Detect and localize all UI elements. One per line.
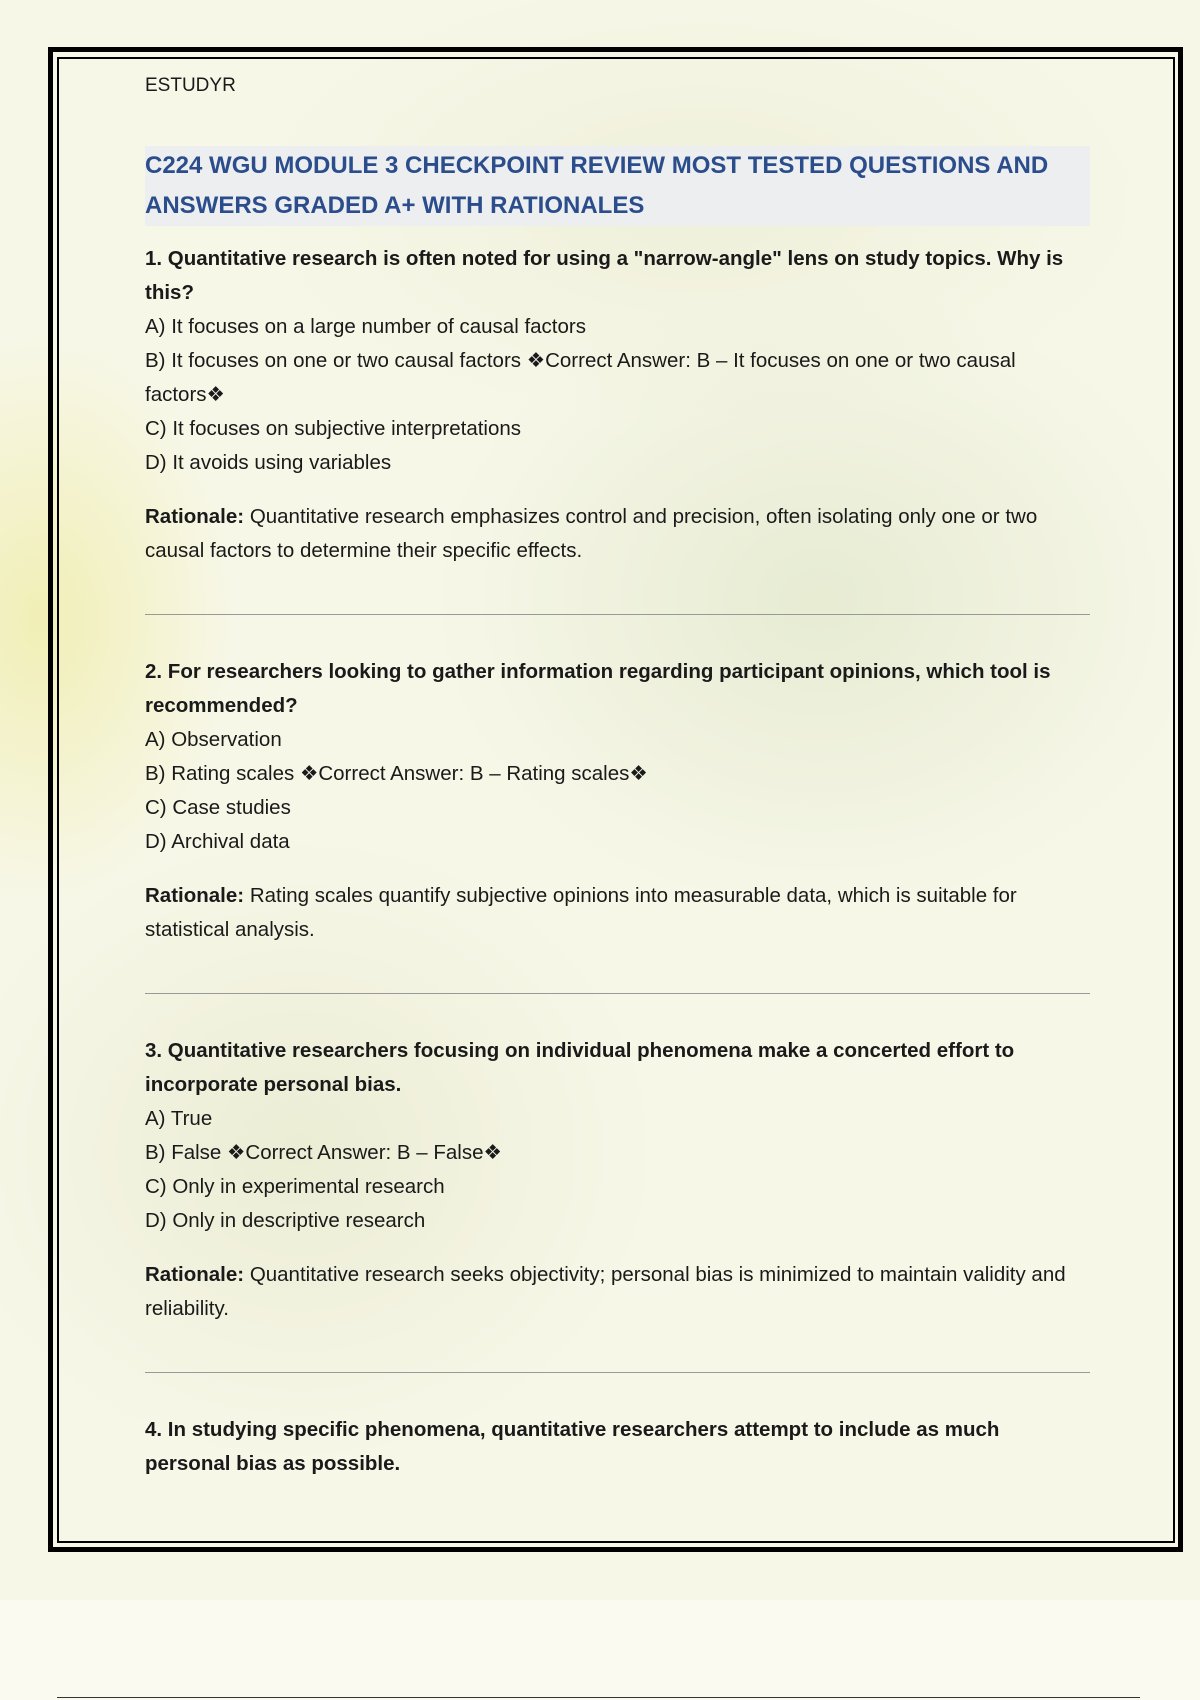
rationale-label: Rationale: — [145, 505, 245, 528]
question-text: 3. Quantitative researchers focusing on individual phenomena make a concerted effort to incorporate personal bias. — [145, 1039, 1015, 1096]
option-d: D) It avoids using variables — [145, 451, 392, 474]
document-content — [145, 70, 1090, 1481]
divider — [145, 993, 1090, 994]
option-d: D) Archival data — [145, 830, 290, 853]
rationale-label: Rationale: — [145, 884, 245, 907]
divider — [145, 1372, 1090, 1373]
question-1 — [145, 242, 1090, 568]
question-text: 4. In studying specific phenomena, quantitative researchers attempt to include as much personal bias as possible. — [145, 1418, 1000, 1475]
question-2 — [145, 655, 1090, 947]
question-text: 2. For researchers looking to gather information regarding participant opinions, which tool is recommended? — [145, 660, 1051, 717]
question-3 — [145, 1034, 1090, 1326]
option-c: C) Only in experimental research — [145, 1175, 445, 1198]
option-d: D) Only in descriptive research — [145, 1209, 426, 1232]
option-b: B) False ❖Correct Answer: B – False❖ — [145, 1141, 502, 1164]
option-a: A) Observation — [145, 728, 282, 751]
rationale-text: Rating scales quantify subjective opinions into measurable data, which is suitable for statistical analysis. — [145, 884, 1017, 941]
option-b: B) Rating scales ❖Correct Answer: B – Rating scales❖ — [145, 762, 648, 785]
option-c: C) Case studies — [145, 796, 291, 819]
rationale — [145, 1258, 1090, 1326]
option-a: A) True — [145, 1107, 213, 1130]
rationale-text: Quantitative research seeks objectivity; personal bias is minimized to maintain validity and reliability. — [145, 1263, 1066, 1320]
option-a: A) It focuses on a large number of causal factors — [145, 315, 586, 338]
rationale — [145, 879, 1090, 947]
footer-rule — [57, 1697, 1140, 1698]
divider — [145, 614, 1090, 615]
brand-header: ESTUDYR — [145, 75, 236, 96]
rationale-text: Quantitative research emphasizes control and precision, often isolating only one or two causal factors to determine their specific effects. — [145, 505, 1038, 562]
option-b: B) It focuses on one or two causal factors ❖Correct Answer: B – It focuses on one or two causal factors❖ — [145, 349, 1016, 406]
rationale-label: Rationale: — [145, 1263, 245, 1286]
document-title: C224 WGU MODULE 3 CHECKPOINT REVIEW MOST TESTED QUESTIONS AND ANSWERS GRADED A+ WITH RATIONALES — [145, 146, 1090, 226]
rationale — [145, 500, 1090, 568]
question-text: 1. Quantitative research is often noted for using a "narrow-angle" lens on study topics. Why is this? — [145, 247, 1064, 304]
question-4 — [145, 1413, 1090, 1481]
option-c: C) It focuses on subjective interpretations — [145, 417, 522, 440]
